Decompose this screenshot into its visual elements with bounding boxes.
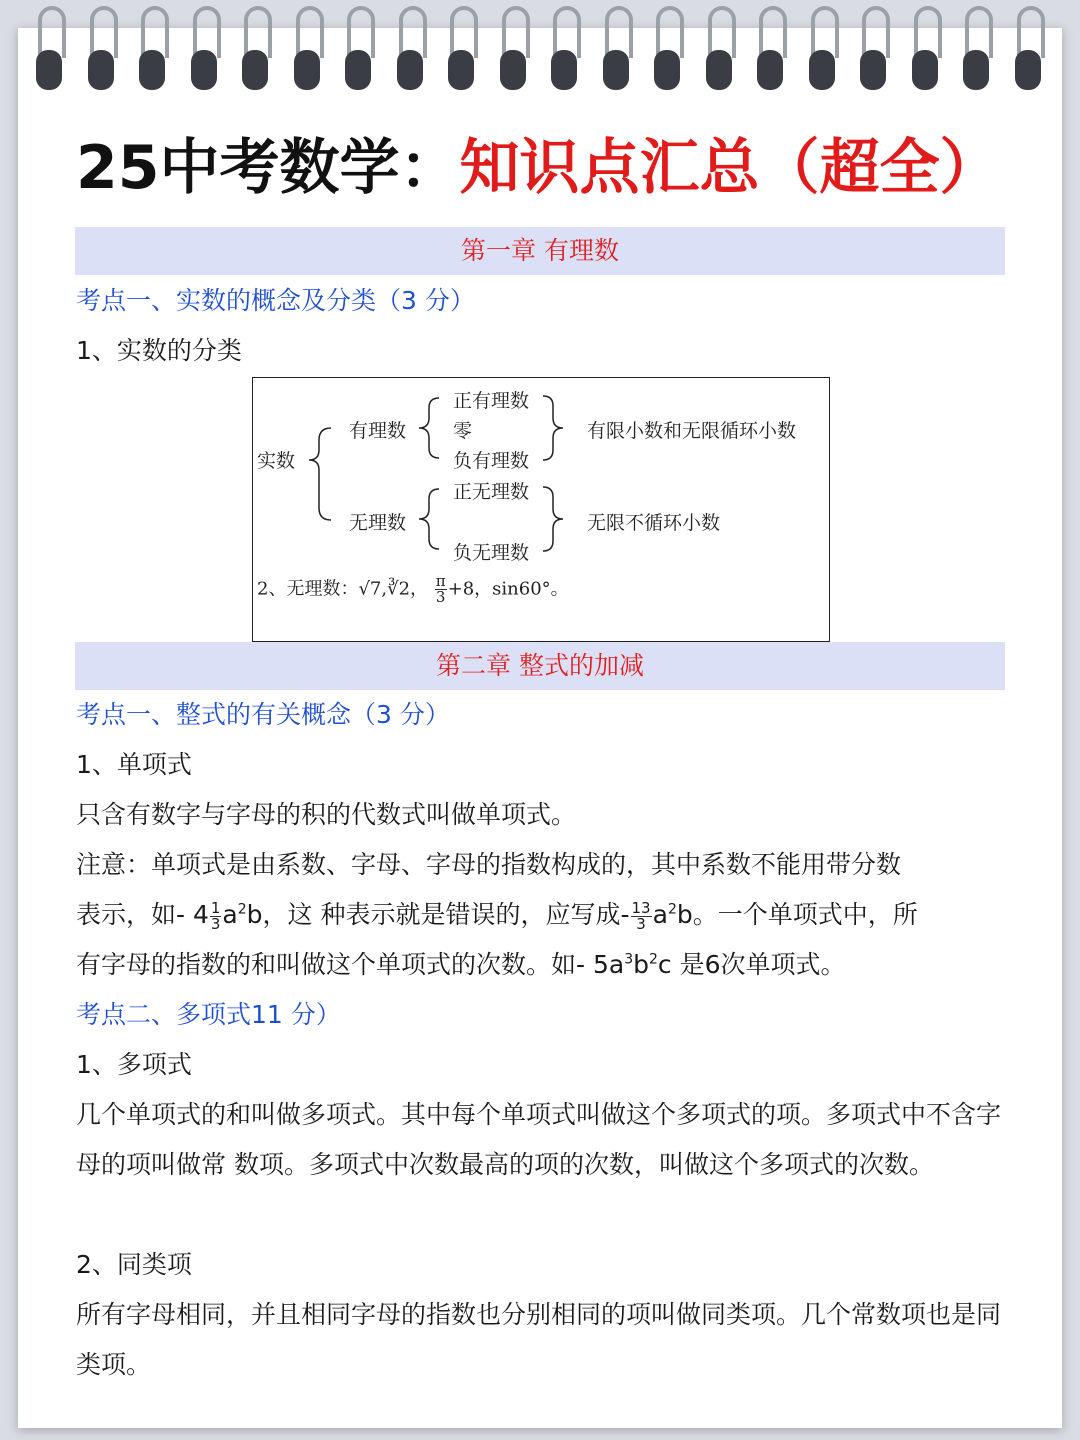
label-wulishu: 无理数 bbox=[349, 512, 407, 534]
chapter2-heading: 第二章 整式的加减 bbox=[75, 642, 1005, 690]
spiral-ring bbox=[910, 6, 940, 88]
title-red: 知识点汇总（超全） bbox=[459, 133, 1000, 203]
note2-a: 表示，如- 4 bbox=[76, 900, 209, 929]
pi-over-3 bbox=[435, 574, 447, 605]
spiral-ring bbox=[446, 6, 476, 88]
sup-3: 3 bbox=[624, 951, 634, 968]
spiral-ring bbox=[858, 6, 888, 88]
chapter2-def3: 所有字母相同，并且相同字母的指数也分别相同的项叫做同类项。几个常数项也是同类项。 bbox=[76, 1300, 1002, 1379]
pi-numerator: π bbox=[435, 572, 446, 590]
spiral-ring bbox=[755, 6, 785, 88]
real-number-classification-figure bbox=[252, 377, 830, 642]
frac-1-3 bbox=[210, 898, 222, 933]
chapter2-def1: 只含有数字与字母的积的代数式叫做单项式。 bbox=[76, 800, 577, 829]
spiral-ring bbox=[601, 6, 631, 88]
note2-b: a bbox=[222, 900, 238, 929]
spiral-ring bbox=[86, 6, 116, 88]
label-shishu: 实数 bbox=[257, 450, 296, 472]
chapter2-item1: 1、单项式 bbox=[76, 750, 192, 779]
chapter2-note-line3 bbox=[76, 940, 846, 990]
chapter2-kaodian1: 考点一、整式的有关概念（3 分） bbox=[76, 700, 450, 729]
chapter2-note-line2 bbox=[76, 890, 918, 940]
line2-rest: +8，sin60°。 bbox=[447, 578, 569, 600]
frac-13-3 bbox=[631, 898, 652, 933]
spiral-ring bbox=[807, 6, 837, 88]
spiral-ring bbox=[189, 6, 219, 88]
chapter1-kaodian1: 考点一、实数的概念及分类（3 分） bbox=[76, 286, 475, 315]
chapter1-item1: 1、实数的分类 bbox=[76, 336, 242, 365]
cbrt2: ∛2 bbox=[387, 578, 411, 600]
note2-d: a bbox=[652, 900, 668, 929]
note2-c: b，这 种表示就是错误的，应写成- bbox=[246, 900, 630, 929]
pi-denominator: 3 bbox=[435, 588, 446, 606]
note2-e: b。一个单项式中，所 bbox=[676, 900, 918, 929]
chapter2-kaodian2: 考点二、多项式11 分） bbox=[76, 1000, 341, 1029]
spiral-ring bbox=[395, 6, 425, 88]
label-youlishu: 有理数 bbox=[349, 420, 407, 442]
page-title bbox=[76, 128, 1036, 208]
spiral-ring bbox=[549, 6, 579, 88]
note3-c: c 是6次单项式。 bbox=[657, 950, 846, 979]
label-zheng-youli: 正有理数 bbox=[453, 390, 530, 412]
label-zheng-wuli: 正无理数 bbox=[453, 481, 530, 503]
chapter2-def2: 几个单项式的和叫做多项式。其中每个单项式叫做这个多项式的项。多项式中不含字母的项叫做常 数项。多项式中次数最高的项的次数，叫做这个多项式的次数。 bbox=[76, 1100, 1002, 1179]
frac2-numerator: 13 bbox=[631, 898, 651, 917]
spiral-ring bbox=[652, 6, 682, 88]
spiral-ring bbox=[137, 6, 167, 88]
chapter2-note-line1: 注意：单项式是由系数、字母、字母的指数构成的，其中系数不能用带分数 bbox=[76, 850, 902, 879]
frac1-numerator: 1 bbox=[210, 898, 221, 917]
irrational-examples: 2、无理数：√7,∛2， $\frac{\pi}{3}$ +8，sin60°。 bbox=[257, 572, 569, 606]
spiral-ring bbox=[292, 6, 322, 88]
label-youli-desc: 有限小数和无限循环小数 bbox=[587, 420, 797, 442]
spiral-ring bbox=[1013, 6, 1043, 88]
label-ling: 零 bbox=[453, 420, 473, 442]
chapter1-heading: 第一章 有理数 bbox=[75, 227, 1005, 275]
frac1-denominator: 3 bbox=[210, 914, 221, 933]
label-fu-youli: 负有理数 bbox=[453, 450, 530, 472]
spiral-ring bbox=[343, 6, 373, 88]
spiral-ring bbox=[34, 6, 64, 88]
spiral-ring bbox=[704, 6, 734, 88]
frac2-denominator: 3 bbox=[636, 914, 646, 933]
label-fu-wuli: 负无理数 bbox=[453, 542, 530, 564]
spiral-ring bbox=[961, 6, 991, 88]
spiral-ring bbox=[240, 6, 270, 88]
sqrt7: √7 bbox=[358, 578, 382, 600]
spiral-ring bbox=[498, 6, 528, 88]
label-wuli-desc: 无限不循环小数 bbox=[587, 512, 721, 534]
sup-2a: 2 bbox=[237, 901, 247, 918]
sup-2b: 2 bbox=[667, 901, 677, 918]
note3-b: b bbox=[633, 950, 649, 979]
chapter2-item3: 2、同类项 bbox=[76, 1250, 192, 1279]
line2-prefix: 2、无理数： bbox=[257, 578, 359, 600]
note3-a: 有字母的指数的和叫做这个单项式的次数。如- 5a bbox=[76, 950, 625, 979]
chapter2-item2: 1、多项式 bbox=[76, 1050, 192, 1079]
title-black: 25中考数学： bbox=[76, 133, 460, 203]
sup-2c: 2 bbox=[649, 951, 658, 968]
